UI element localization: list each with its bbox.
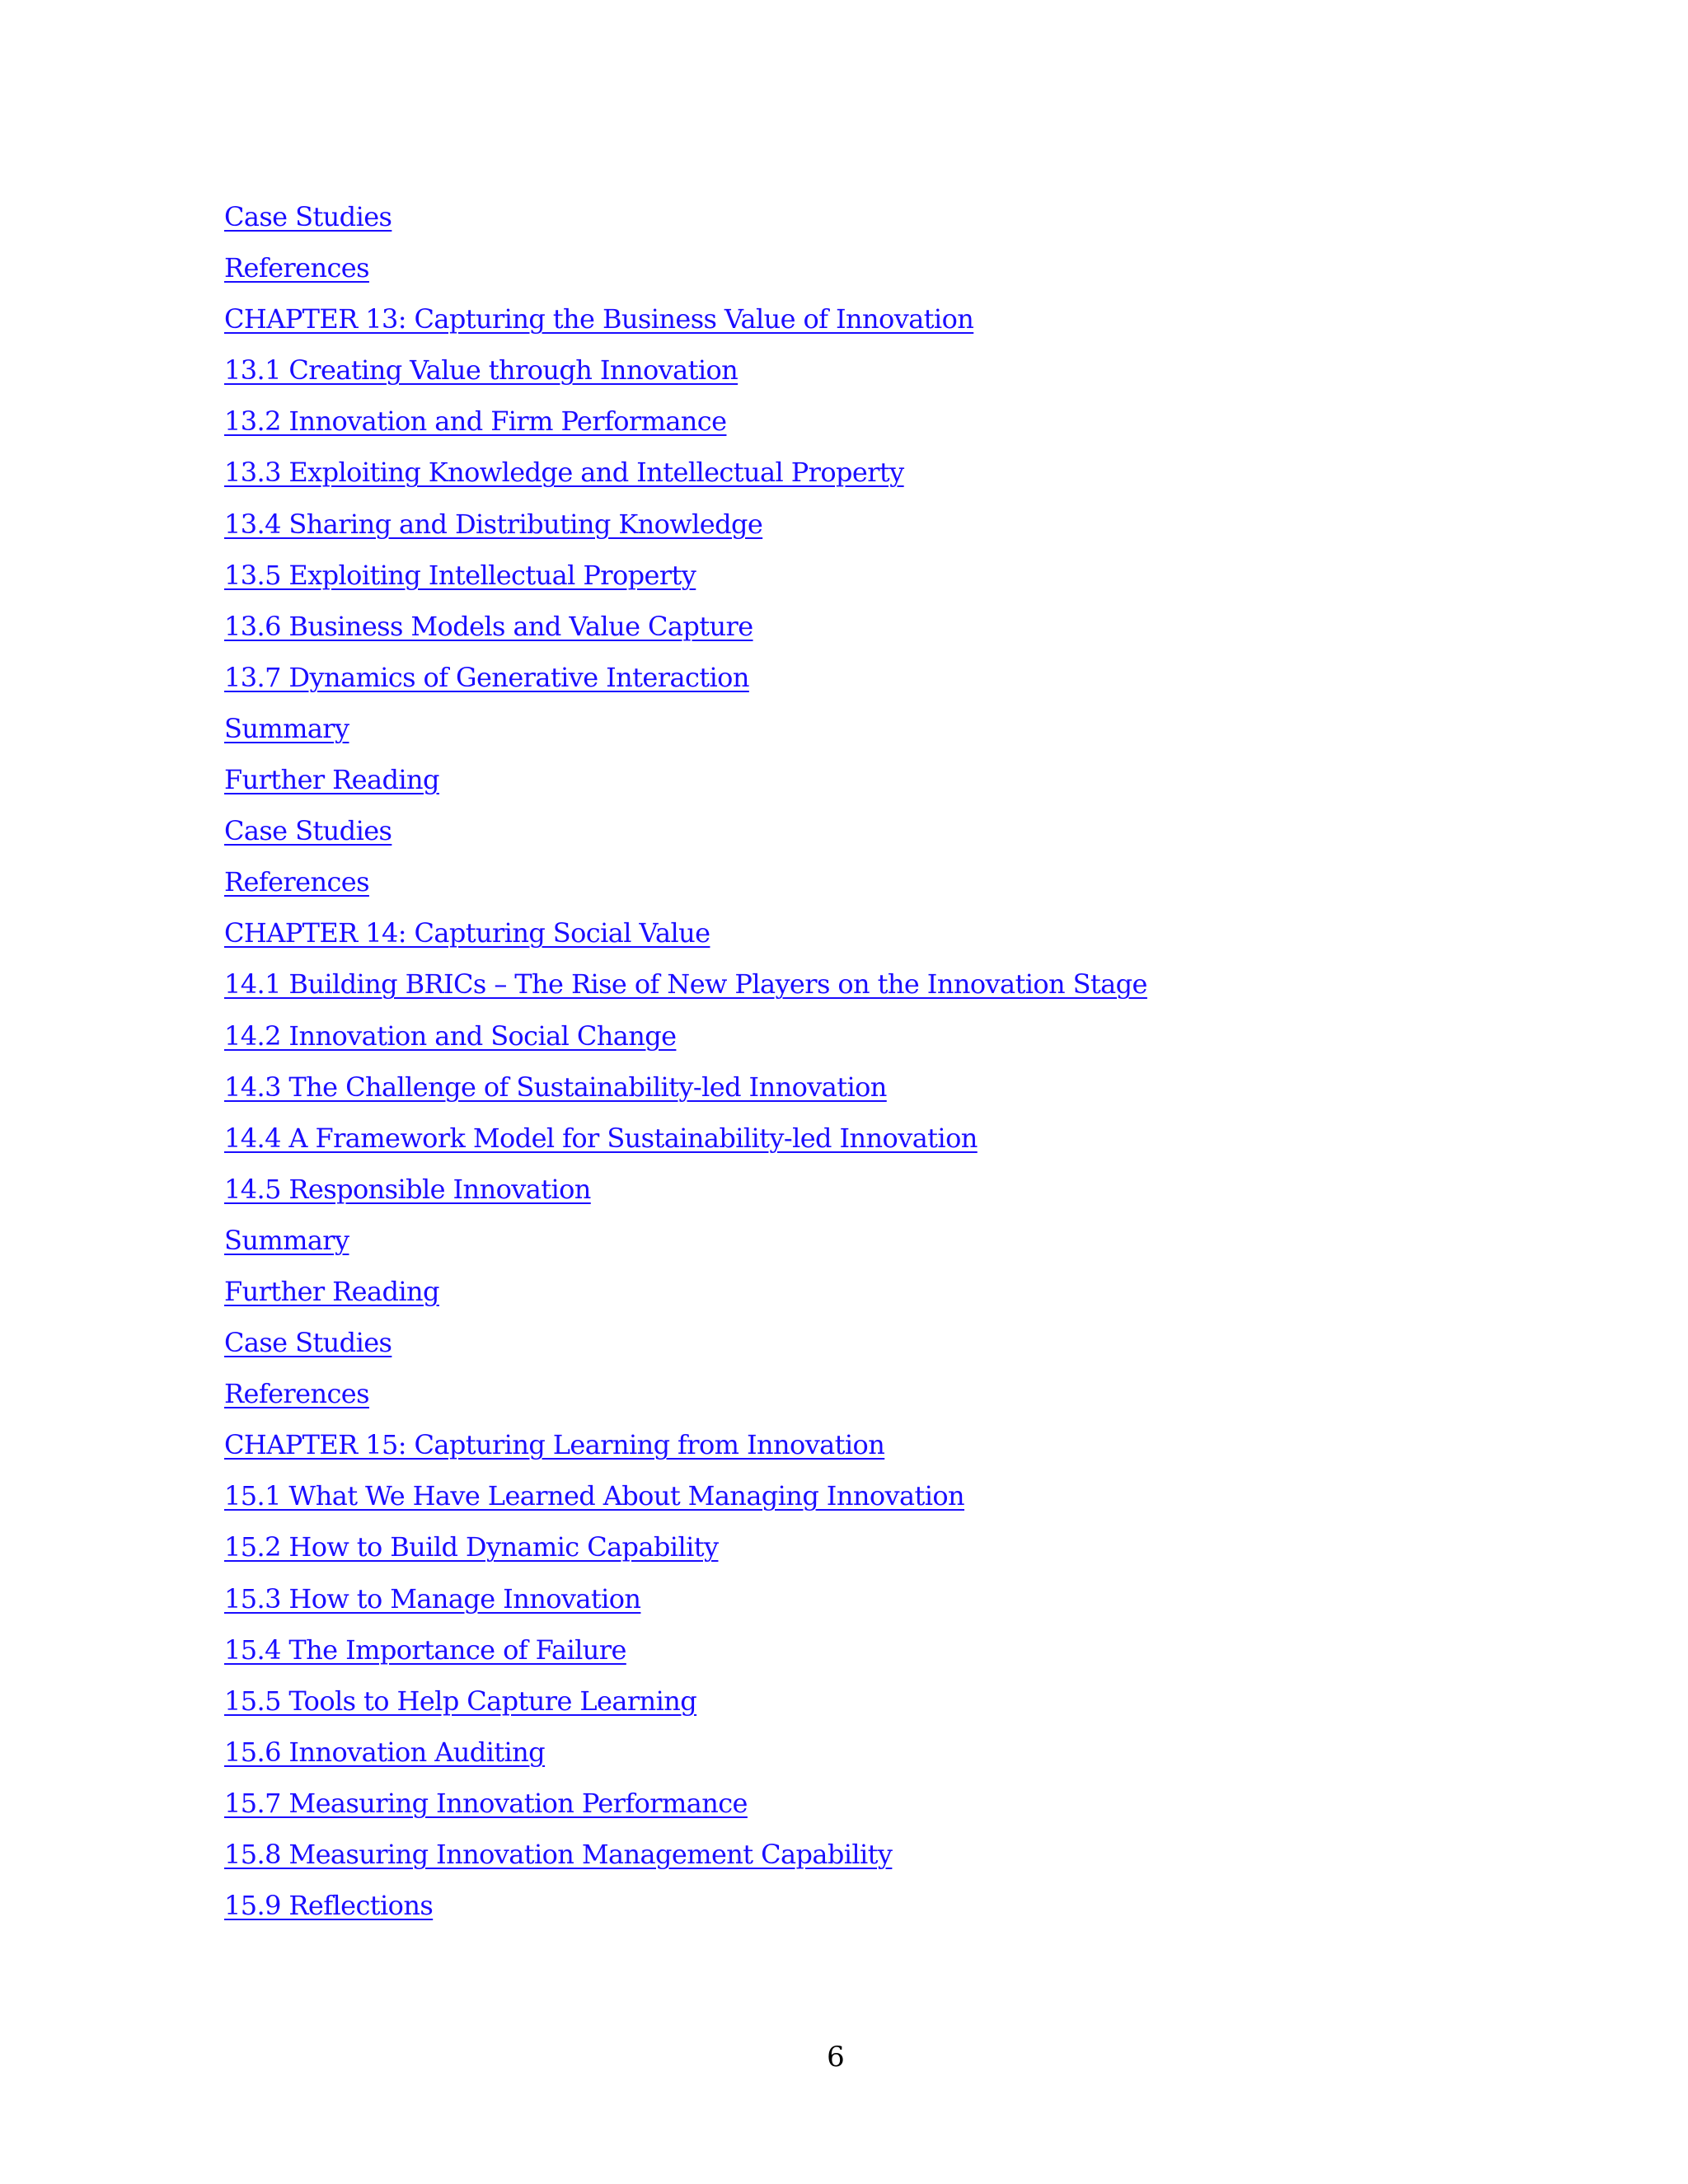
toc-link-case-studies[interactable]: Case Studies [224, 1327, 392, 1359]
toc-entry [224, 1322, 1147, 1373]
toc-entry [224, 606, 1147, 657]
toc-entry [224, 504, 1147, 555]
toc-link-15-4[interactable]: 15.4 The Importance of Failure [224, 1633, 626, 1666]
toc-link-references[interactable]: References [224, 252, 369, 284]
page-number: 6 [827, 2041, 845, 2074]
toc-entry [224, 452, 1147, 503]
toc-link-13-4[interactable]: 13.4 Sharing and Distributing Knowledge [224, 508, 763, 540]
toc-link-13-5[interactable]: 13.5 Exploiting Intellectual Property [224, 559, 696, 591]
toc-link-15-5[interactable]: 15.5 Tools to Help Capture Learning [224, 1685, 697, 1717]
toc-entry [224, 861, 1147, 912]
toc-entry [224, 1118, 1147, 1169]
toc-link-15-1[interactable]: 15.1 What We Have Learned About Managing Innovation [224, 1480, 965, 1512]
toc-link-references[interactable]: References [224, 1378, 369, 1410]
toc-link-15-9[interactable]: 15.9 Reflections [224, 1890, 434, 1922]
toc-entry [224, 1066, 1147, 1118]
toc-entry [224, 1424, 1147, 1475]
toc-link-15-2[interactable]: 15.2 How to Build Dynamic Capability [224, 1531, 719, 1563]
toc-entry [224, 1271, 1147, 1322]
toc-link-chapter-13[interactable]: CHAPTER 13: Capturing the Business Value of Innovation [224, 303, 974, 335]
toc-entry [224, 1220, 1147, 1271]
toc-entry [224, 196, 1147, 247]
toc-entry [224, 759, 1147, 810]
toc-link-14-4[interactable]: 14.4 A Framework Model for Sustainability-led Innovation [224, 1122, 978, 1154]
toc-link-15-6[interactable]: 15.6 Innovation Auditing [224, 1736, 546, 1768]
toc-entry [224, 708, 1147, 759]
toc-link-14-5[interactable]: 14.5 Responsible Innovation [224, 1173, 591, 1205]
toc-entry [224, 1629, 1147, 1680]
toc-entry [224, 1680, 1147, 1732]
toc-link-further-reading[interactable]: Further Reading [224, 764, 439, 796]
toc-entry [224, 810, 1147, 861]
toc-link-references[interactable]: References [224, 866, 369, 898]
toc-entry [224, 298, 1147, 349]
toc-link-15-7[interactable]: 15.7 Measuring Innovation Performance [224, 1787, 748, 1819]
toc-entry [224, 963, 1147, 1015]
toc-entry [224, 1834, 1147, 1885]
toc-entry [224, 349, 1147, 401]
toc-link-14-1[interactable]: 14.1 Building BRICs – The Rise of New Players on the Innovation Stage [224, 968, 1147, 1001]
toc-link-chapter-15[interactable]: CHAPTER 15: Capturing Learning from Innovation [224, 1429, 885, 1461]
toc-entry [224, 247, 1147, 298]
toc-link-15-3[interactable]: 15.3 How to Manage Innovation [224, 1582, 641, 1615]
toc-entry [224, 401, 1147, 452]
toc-entry [224, 1015, 1147, 1066]
toc-entry [224, 1526, 1147, 1577]
toc-link-case-studies[interactable]: Case Studies [224, 201, 392, 232]
toc-link-chapter-14[interactable]: CHAPTER 14: Capturing Social Value [224, 917, 710, 949]
toc-entry [224, 1783, 1147, 1834]
toc-link-summary[interactable]: Summary [224, 712, 349, 744]
toc-link-14-2[interactable]: 14.2 Innovation and Social Change [224, 1019, 677, 1052]
toc-link-summary[interactable]: Summary [224, 1224, 349, 1256]
toc-entry [224, 1373, 1147, 1424]
toc-link-13-2[interactable]: 13.2 Innovation and Firm Performance [224, 405, 727, 438]
toc-entry [224, 1475, 1147, 1526]
toc-link-15-8[interactable]: 15.8 Measuring Innovation Management Capability [224, 1839, 893, 1870]
toc-entry [224, 1885, 1147, 1936]
toc-link-13-3[interactable]: 13.3 Exploiting Knowledge and Intellectual Property [224, 457, 904, 489]
toc-link-case-studies[interactable]: Case Studies [224, 815, 392, 847]
toc-entry [224, 1169, 1147, 1220]
toc-link-further-reading[interactable]: Further Reading [224, 1275, 439, 1307]
toc-link-13-7[interactable]: 13.7 Dynamics of Generative Interaction [224, 661, 749, 693]
toc-entry [224, 912, 1147, 963]
table-of-contents [224, 196, 1147, 1936]
toc-entry [224, 1732, 1147, 1783]
toc-link-14-3[interactable]: 14.3 The Challenge of Sustainability-led Innovation [224, 1071, 887, 1103]
toc-entry [224, 657, 1147, 708]
toc-link-13-1[interactable]: 13.1 Creating Value through Innovation [224, 354, 738, 387]
toc-link-13-6[interactable]: 13.6 Business Models and Value Capture [224, 610, 753, 642]
toc-entry [224, 1578, 1147, 1629]
toc-entry [224, 555, 1147, 606]
